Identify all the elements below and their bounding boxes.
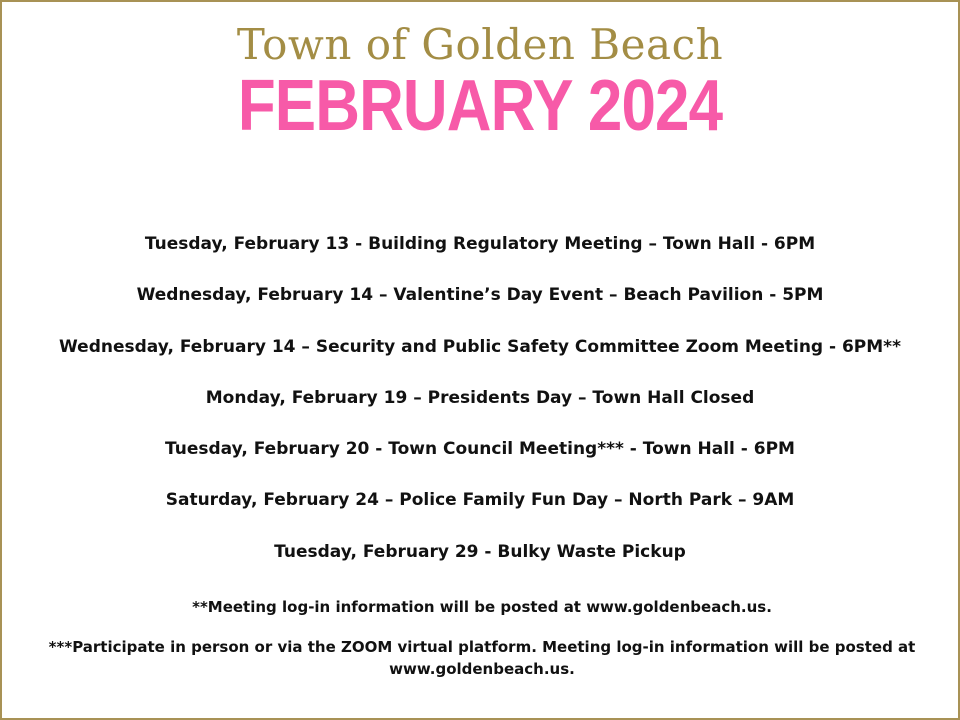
footnotes [42,596,922,680]
event-item: Tuesday, February 29 - Bulky Waste Pickup [274,541,686,562]
event-item: Tuesday, February 13 - Building Regulatory Meeting – Town Hall - 6PM [144,234,816,254]
footnote-participate: ***Participate in person or via the ZOOM virtual platform. Meeting log-in information will be posted at www.goldenbeach.us. [48,638,916,678]
event-item: Tuesday, February 20 - Town Council Meeting*** - Town Hall - 6PM [165,439,795,460]
event-item: Wednesday, February 14 – Valentine’s Day Event – Beach Pavilion - 5PM [136,285,824,306]
footnote-login: **Meeting log-in information will be posted at www.goldenbeach.us. [192,598,772,616]
event-item: Monday, February 19 – Presidents Day – Town Hall Closed [205,387,755,408]
month-title: FEBRUARY 2024 [237,66,723,146]
event-item: Saturday, February 24 – Police Family Fun Day – North Park – 9AM [165,490,795,511]
event-list [2,230,958,589]
event-item: Wednesday, February 14 – Security and Public Safety Committee Zoom Meeting - 6PM** [59,336,901,357]
town-title: Town of Golden Beach [236,20,724,69]
